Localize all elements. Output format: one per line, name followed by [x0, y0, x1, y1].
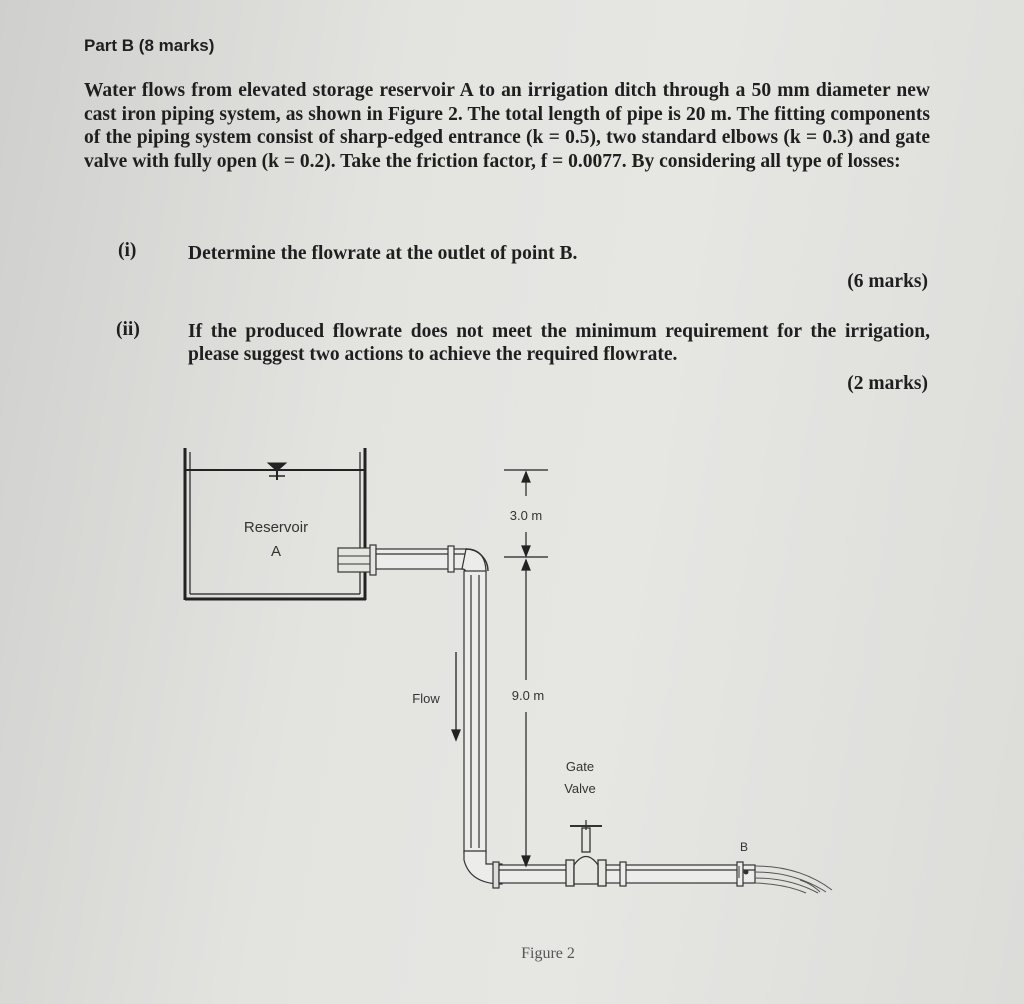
figure-caption: Figure 2	[521, 945, 575, 962]
valve-label-line2: Valve	[564, 781, 596, 796]
question-1-number: (i)	[118, 240, 137, 261]
outlet-discharge	[755, 866, 832, 893]
question-2-text: If the produced flowrate does not meet the minimum requirement for the irrigation, please suggest two actions to achieve the required flowrate.	[188, 321, 930, 365]
question-2-marks: (2 marks)	[847, 373, 928, 394]
valve-label-line1: Gate	[565, 759, 595, 774]
question-2-number: (ii)	[116, 319, 140, 340]
point-b-marker	[744, 870, 749, 875]
gate-valve-icon	[566, 820, 606, 886]
question-1-text: Determine the flowrate at the outlet of point B.	[188, 243, 578, 264]
reservoir-id: A	[270, 543, 282, 560]
dim-top-label: 3.0 m	[509, 508, 543, 523]
problem-paragraph: Water flows from elevated storage reservoir A to an irrigation ditch through a 50 mm diameter new cast iron piping system, as shown in Figure 2. The total length of pipe is 20 m. The fitting components of the piping system consist of sharp-edged entrance (k = 0.5), two standard elbows (k = 0.3) and gate valve with fully open (k = 0.2). Take the friction factor, f = 0.0077. By considering all type of losses:	[84, 80, 930, 172]
question-1-marks: (6 marks)	[847, 271, 928, 292]
point-b-label: B	[739, 840, 749, 854]
top-elbow	[462, 549, 486, 573]
entrance-flange	[338, 545, 376, 575]
water-level-icon	[268, 463, 286, 480]
outlet-pipe	[499, 862, 755, 886]
vertical-pipe	[464, 571, 486, 853]
inlet-pipe	[376, 546, 466, 572]
part-heading: Part B (8 marks)	[84, 36, 215, 55]
flow-label: Flow	[412, 691, 440, 706]
reservoir-label: Reservoir	[243, 519, 309, 536]
dimension-9m	[522, 560, 530, 866]
dim-main-label: 9.0 m	[511, 688, 545, 703]
flow-arrow-icon	[452, 652, 460, 740]
